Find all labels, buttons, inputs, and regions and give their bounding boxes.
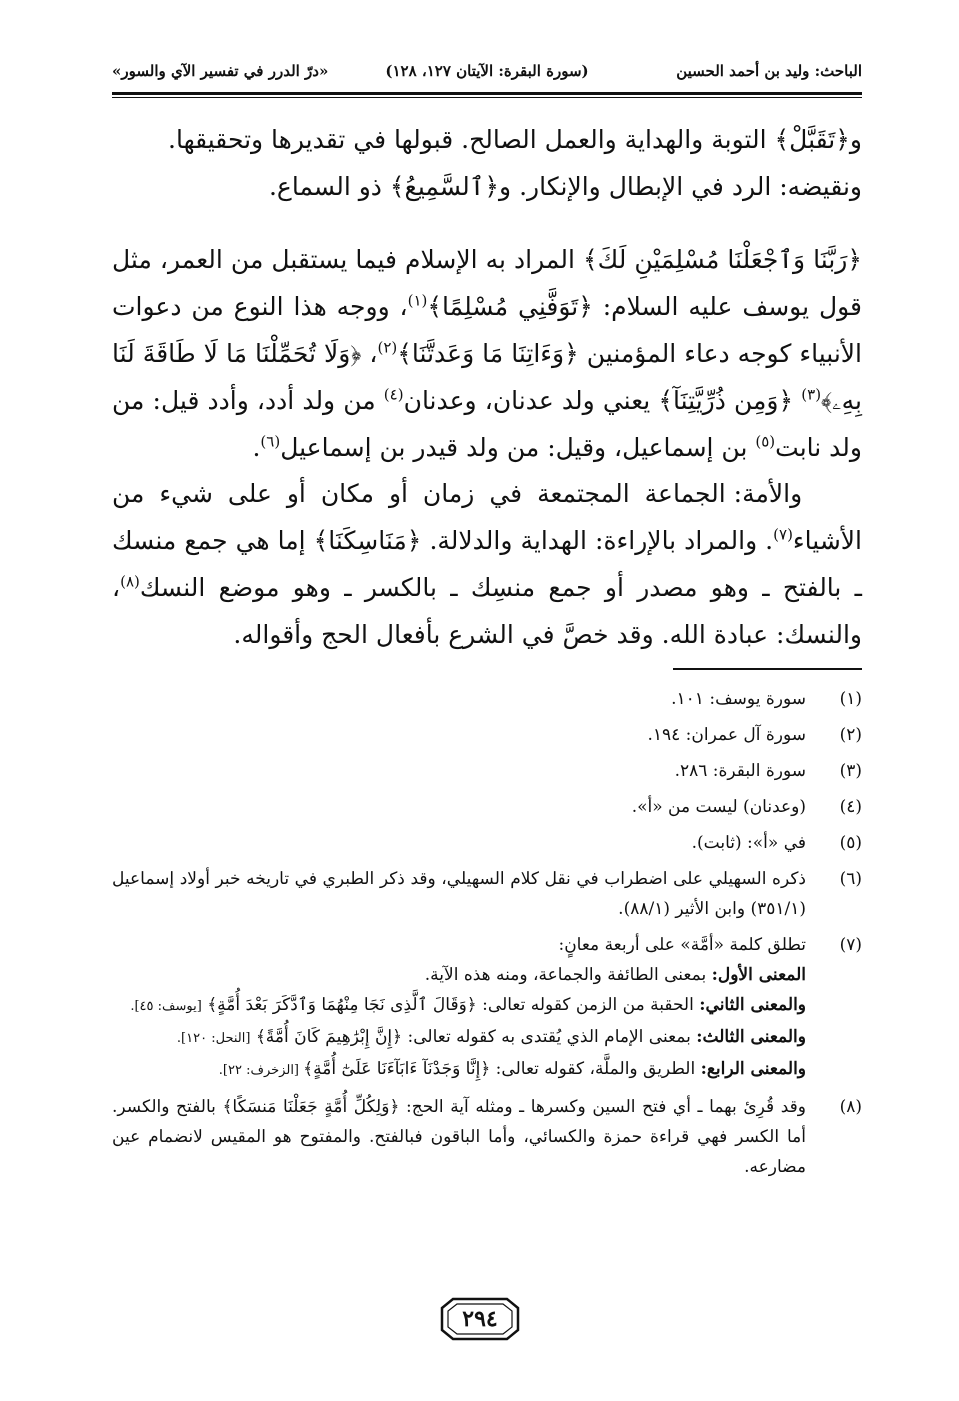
meaning-text: بمعنى الإمام الذي يُقتدى به كقوله تعالى: ﴿إِنَّ إِبْرَٰهِيمَ كَانَ أُمَّةً﴾: [255, 1027, 697, 1047]
footnote-number: (٨): [839, 1097, 862, 1117]
paragraph-3-text: [112, 470, 862, 658]
meaning-text: بمعنى الطائفة والجماعة، ومنه هذه الآية.: [424, 965, 712, 985]
page-number: ٢٩٤: [462, 1306, 498, 1332]
header-book-title: «درّ الدرر في تفسير الآي والسور»: [112, 62, 329, 80]
paragraph-3-seg-3: ، والنسك: عبادة الله. وقد خصَّ في الشرع بأفعال الحج وأقواله.: [112, 573, 862, 649]
footnote-text: سورة يوسف: ١٠١.: [671, 689, 806, 709]
paragraph-3-seg-1: والأمة: الجماعة المجتمعة في زمان أو مكان أو على شيء من الأشياء: [112, 479, 862, 555]
meaning-label: والمعنى الثاني:: [699, 995, 806, 1015]
paragraph-2-seg-3: ، ﴿وَلَا تُحَمِّلْنَا مَا لَا طَاقَةَ لَنَا بِهِۦ﴾: [112, 339, 862, 415]
meaning-label: المعنى الأول:: [711, 965, 806, 985]
footnote-number: (٤): [839, 797, 862, 817]
footnote-text: في «أ»: (ثابت).: [691, 833, 806, 853]
meaning-label: والمعنى الرابع:: [700, 1059, 806, 1079]
footnote-8: [112, 1092, 862, 1182]
meaning-text: الحقبة من الزمن كقوله تعالى: ﴿وَقَالَ ٱلَّذِى نَجَا مِنْهُمَا وَٱدَّكَرَ بَعْدَ أُمَّةٍ﴾: [207, 995, 700, 1015]
footnote-7: [112, 930, 862, 1086]
running-header: [112, 58, 862, 88]
paragraph-1-line-1: و﴿تَقَبَّلْ﴾ التوبة والهداية والعمل الصالح. قبولها في تقديرها وتحقيقها.: [168, 125, 862, 154]
meaning-reference: [يوسف: ٤٥].: [130, 999, 202, 1014]
paragraph-2: [112, 236, 862, 471]
meaning-2: [112, 990, 806, 1022]
header-rule-thick: [112, 92, 862, 95]
meaning-text: الطريق والملَّة، كقوله تعالى: ﴿إِنَّا وَجَدْنَآ ءَابَآءَنَا عَلَىٰٓ أُمَّةٍ﴾: [303, 1059, 701, 1079]
footnote-text: (وعدنان) ليست من «أ».: [631, 797, 806, 817]
footnote-ref-1: (١): [407, 291, 428, 310]
footnote-text: ذكره السهيلي على اضطراب في نقل كلام السهيلي، وقد ذكر الطبري في تاريخه خبر أولاد إسماعيل (٣٥١/١) وابن الأثير (٨٨/١).: [112, 869, 806, 919]
paragraph-2-text: [112, 236, 862, 471]
footnote-ref-7: (٧): [773, 525, 793, 544]
footnote-number: (٢): [839, 725, 862, 745]
paragraph-3: [112, 470, 862, 658]
paragraph-2-seg-1: ﴿رَبَّنَا وَٱجْعَلْنَا مُسْلِمَيْنِ لَكَ﴾ المراد به الإسلام فيما يستقبل من العمر، مثل قول يوسف عليه السلام: ﴿تَوَفَّنِي مُسْلِمًا﴾: [112, 245, 862, 321]
footnote-text: سورة آل عمران: ١٩٤.: [647, 725, 806, 745]
footnote-3: [112, 756, 862, 786]
meaning-label: والمعنى الثالث:: [696, 1027, 806, 1047]
footnote-number: (٣): [839, 761, 862, 781]
footnote-ref-4: (٤): [383, 385, 404, 404]
meaning-reference: [الزخرف: ٢٢].: [218, 1063, 304, 1078]
paragraph-2-seg-4: ﴿وَمِن ذُرِّيَّتِنَآ﴾ يعني ولد عدنان، وعدنان: [403, 386, 802, 415]
footnote-2: [112, 720, 862, 750]
meaning-4: [112, 1054, 806, 1086]
paragraph-3-seg-2: . والمراد بالإراءة: الهداية والدلالة. ﴿مَنَاسِكَنَا﴾ إما هي جمع منسك ـ بالفتح ـ وهو مصدر أو جمع منسِك ـ بالكسر ـ وهو موضع النسك: [112, 526, 862, 602]
footnotes: [112, 684, 862, 1188]
paragraph-2-seg-6: بن إسماعيل، وقيل: من ولد قيدر بن إسماعيل: [280, 433, 756, 462]
footnote-4: [112, 792, 862, 822]
footnote-5: [112, 828, 862, 858]
header-rule-thin: [112, 97, 862, 98]
paragraph-2-seg-5: من ولد أدد، وأدد قيل: من ولد نابت: [112, 386, 862, 462]
footnote-6: [112, 864, 862, 924]
footnote-ref-3: (٣): [801, 385, 822, 404]
footnote-number: (٦): [839, 869, 862, 889]
meaning-3: [112, 1022, 806, 1054]
page-number-ornament: [439, 1296, 521, 1342]
meaning-1: [112, 960, 806, 990]
footnote-text: تطلق كلمة «أمَّة» على أربعة معانٍ:: [558, 935, 806, 955]
footnote-text: وقد قُرِئ بهما ـ أي فتح السين وكسرها ـ ومثله آية الحج: ﴿وَلِكُلِّ أُمَّةٍ جَعَلْنَا مَنسَكًا﴾ بالفتح والكسر. أما الكسر فهي قراءة حمزة والكسائي، وأما الباقون فبالفتح. والمفتوح هو المقيس لانضمام عين مضارعه.: [112, 1097, 806, 1177]
footnote-number: (١): [839, 689, 862, 709]
footnote-1: [112, 684, 862, 714]
paragraph-1: [112, 116, 862, 210]
footnote-ref-5: (٥): [755, 432, 776, 451]
footnote-number: (٥): [839, 833, 862, 853]
paragraph-2-seg-7: .: [252, 433, 261, 462]
header-author: الباحث: وليد بن أحمد الحسين: [676, 62, 862, 80]
footnote-ref-2: (٢): [377, 338, 398, 357]
footnote-text: سورة البقرة: ٢٨٦.: [674, 761, 806, 781]
meaning-reference: [النحل: ١٢٠].: [176, 1031, 251, 1046]
footnote-ref-8: (٨): [120, 572, 140, 591]
footnote-separator: [673, 668, 862, 670]
footnote-ref-6: (٦): [260, 432, 281, 451]
paragraph-2-seg-2: ، ووجه هذا النوع من دعوات الأنبياء كوجه دعاء المؤمنين ﴿وَءَاتِنَا مَا وَعَدتَّنَا﴾: [112, 292, 862, 368]
header-section: (سورة البقرة: الآيتان ١٢٧، ١٢٨): [385, 62, 589, 80]
paragraph-1-line-2: ونقيضه: الرد في الإبطال والإنكار. و﴿ٱلسَّمِيعُ﴾ ذو السماع.: [268, 172, 862, 201]
footnote-number: (٧): [839, 935, 862, 955]
